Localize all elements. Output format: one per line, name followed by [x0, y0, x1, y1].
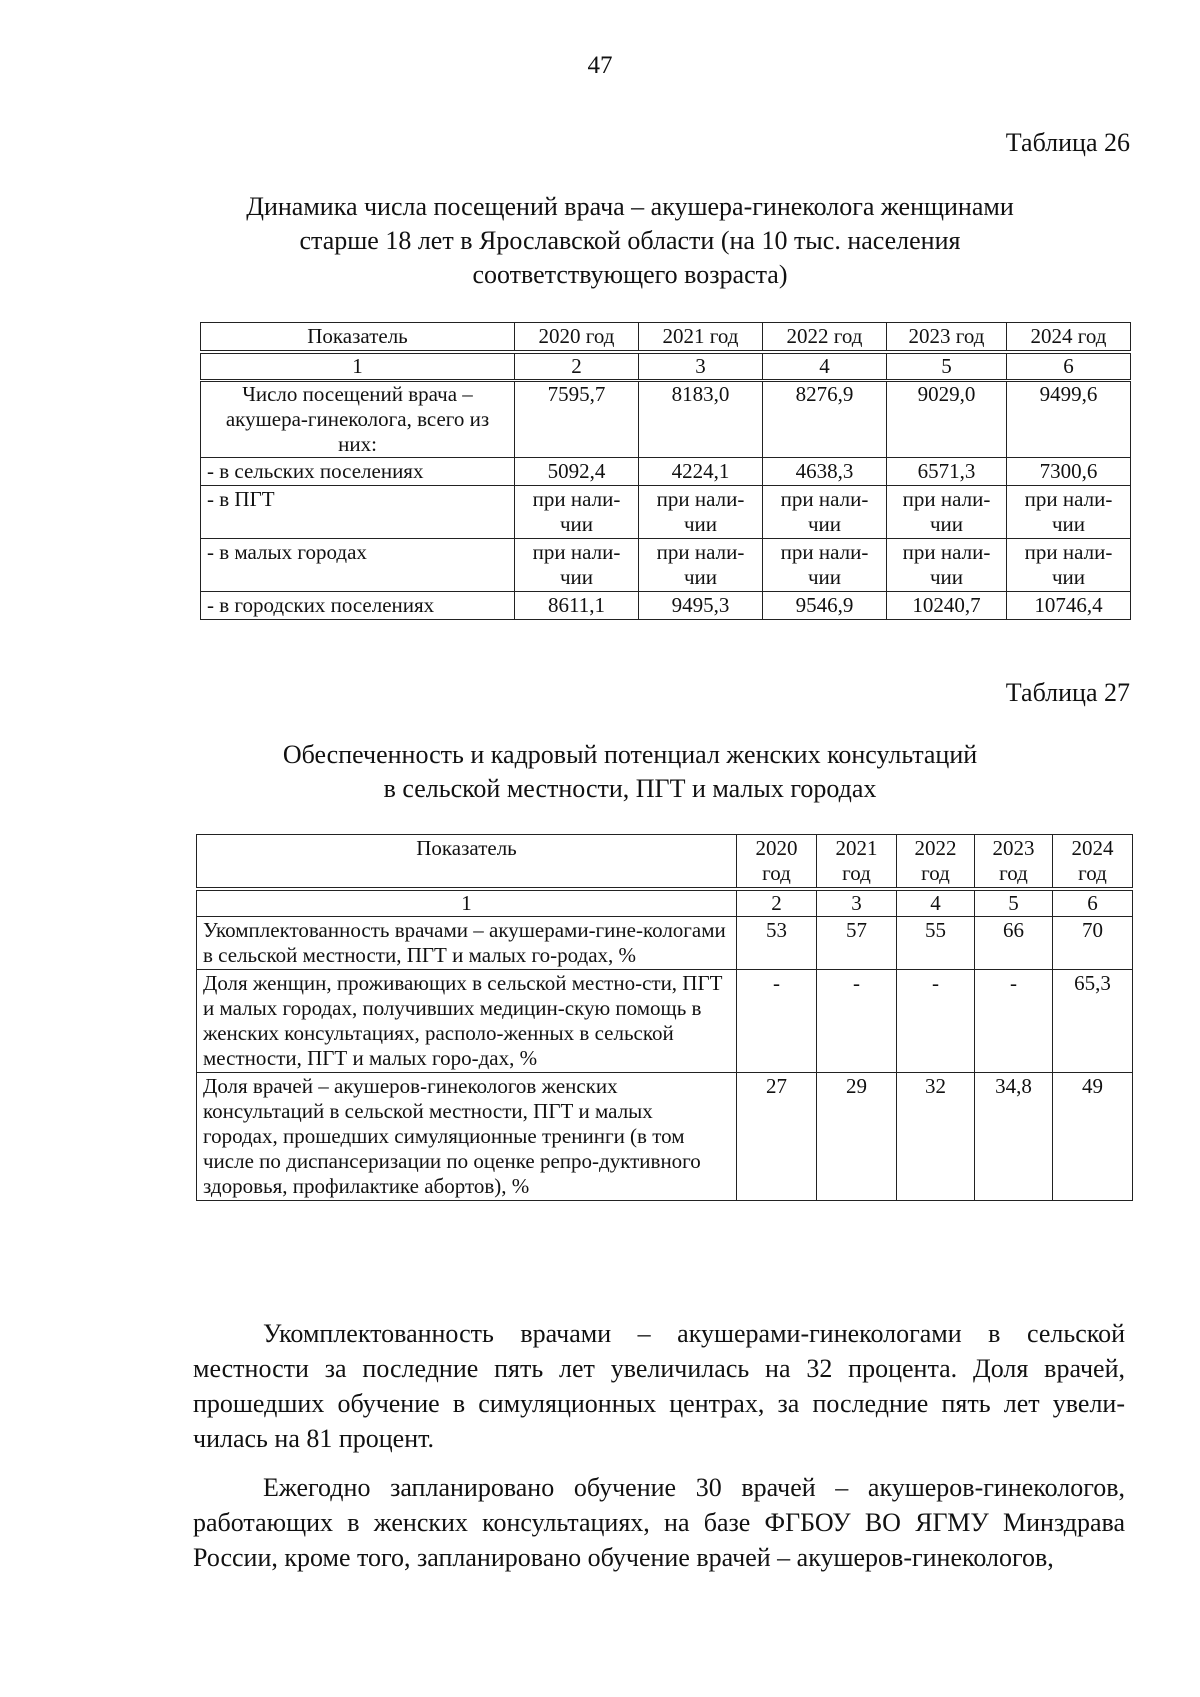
index-cell: 5 — [975, 889, 1053, 917]
table-26 — [200, 322, 1131, 620]
value-cell: 8611,1 — [515, 592, 639, 620]
table-27-caption — [130, 738, 1130, 806]
table-row — [197, 1073, 1133, 1201]
row-label: Доля врачей – акушеров-гинекологов женских консультаций в сельской местности, ПГТ и малых городах, прошедших симуляционные тренинги (в том числе по диспансеризации по оценке репро-дуктивного здоровья, профилактике абортов), % — [197, 1073, 737, 1201]
value-cell: 34,8 — [975, 1073, 1053, 1201]
value-cell: при нали-чии — [1007, 486, 1131, 539]
table-26-caption — [130, 190, 1130, 292]
index-cell: 3 — [817, 889, 897, 917]
table-26-label: Таблица 26 — [1005, 128, 1130, 157]
table-row — [201, 539, 1131, 592]
header-cell: 2024 год — [1007, 323, 1131, 353]
header-row — [197, 835, 1133, 890]
value-cell: 29 — [817, 1073, 897, 1201]
table-row — [197, 917, 1133, 970]
index-cell: 3 — [639, 352, 763, 381]
value-cell: - — [817, 970, 897, 1073]
index-row — [197, 889, 1133, 917]
value-cell: 8276,9 — [763, 381, 887, 458]
value-cell: 53 — [737, 917, 817, 970]
page-number: 47 — [587, 52, 613, 79]
index-cell: 2 — [515, 352, 639, 381]
value-cell: при нали-чии — [639, 539, 763, 592]
header-cell: 2020 год — [515, 323, 639, 353]
header-cell: 2022 год — [897, 835, 975, 890]
value-cell: при нали-чии — [639, 486, 763, 539]
index-cell: 6 — [1007, 352, 1131, 381]
value-cell: - — [975, 970, 1053, 1073]
header-cell: 2020 год — [737, 835, 817, 890]
table-row — [201, 458, 1131, 486]
value-cell: при нали-чии — [887, 486, 1007, 539]
index-cell: 4 — [763, 352, 887, 381]
value-cell: 55 — [897, 917, 975, 970]
table-27 — [196, 834, 1133, 1201]
header-cell: 2024 год — [1053, 835, 1133, 890]
table-27-label: Таблица 27 — [1005, 678, 1130, 707]
value-cell: 7300,6 — [1007, 458, 1131, 486]
header-cell: Показатель — [201, 323, 515, 353]
index-cell: 2 — [737, 889, 817, 917]
value-cell: 5092,4 — [515, 458, 639, 486]
index-cell: 5 — [887, 352, 1007, 381]
index-cell: 1 — [197, 889, 737, 917]
value-cell: 32 — [897, 1073, 975, 1201]
header-row — [201, 323, 1131, 353]
value-cell: при нали-чии — [887, 539, 1007, 592]
header-cell: 2022 год — [763, 323, 887, 353]
header-cell: 2023 год — [887, 323, 1007, 353]
caption-line: соответствующего возраста) — [472, 260, 788, 289]
value-cell: 10240,7 — [887, 592, 1007, 620]
value-cell: 8183,0 — [639, 381, 763, 458]
index-cell: 4 — [897, 889, 975, 917]
caption-line: Динамика числа посещений врача – акушера-гинеколога женщинами — [246, 192, 1014, 221]
value-cell: 7595,7 — [515, 381, 639, 458]
value-cell: 4224,1 — [639, 458, 763, 486]
header-cell: 2023 год — [975, 835, 1053, 890]
caption-line: Обеспеченность и кадровый потенциал женских консультаций — [282, 740, 978, 769]
header-cell: 2021 год — [817, 835, 897, 890]
row-label: - в городских поселениях — [201, 592, 515, 620]
table-row — [201, 486, 1131, 539]
value-cell: 66 — [975, 917, 1053, 970]
table-row — [197, 970, 1133, 1073]
value-cell: - — [897, 970, 975, 1073]
value-cell: 10746,4 — [1007, 592, 1131, 620]
value-cell: при нали-чии — [763, 486, 887, 539]
value-cell: - — [737, 970, 817, 1073]
value-cell: при нали-чии — [515, 539, 639, 592]
value-cell: 9499,6 — [1007, 381, 1131, 458]
row-label: - в малых городах — [201, 539, 515, 592]
value-cell: при нали-чии — [515, 486, 639, 539]
value-cell: 57 — [817, 917, 897, 970]
row-label: - в ПГТ — [201, 486, 515, 539]
value-cell: 49 — [1053, 1073, 1133, 1201]
value-cell: 4638,3 — [763, 458, 887, 486]
value-cell: при нали-чии — [1007, 539, 1131, 592]
value-cell: 9495,3 — [639, 592, 763, 620]
value-cell: 70 — [1053, 917, 1133, 970]
index-cell: 6 — [1053, 889, 1133, 917]
value-cell: 9546,9 — [763, 592, 887, 620]
row-label: Доля женщин, проживающих в сельской местно-сти, ПГТ и малых городах, получивших медицин-скую помощь в женских консультациях, располо-женных в сельской местности, ПГТ и малых горо-дах, % — [197, 970, 737, 1073]
header-cell: Показатель — [197, 835, 737, 890]
value-cell: 9029,0 — [887, 381, 1007, 458]
table-row — [201, 381, 1131, 458]
body-paragraph: Ежегодно запланировано обучение 30 врачей – акушеров-гинекологов, работающих в женских консультациях, на базе ФГБОУ ВО ЯГМУ Минздрава России, кроме того, запланировано обучение врачей – акушеров-гинекологов, — [193, 1473, 1125, 1572]
header-cell: 2021 год — [639, 323, 763, 353]
body-paragraph: Укомплектованность врачами – акушерами-гинекологами в сельской местности за последние пять лет увеличилась на 32 процента. Доля врачей, прошедших обучение в симуляционных центрах, за последние пять лет увели-чилась на 81 процент. — [193, 1319, 1125, 1453]
row-label: Укомплектованность врачами – акушерами-гине-кологами в сельской местности, ПГТ и малых го-родах, % — [197, 917, 737, 970]
caption-line: старше 18 лет в Ярославской области (на 10 тыс. населения — [299, 226, 961, 255]
value-cell: 27 — [737, 1073, 817, 1201]
table-row — [201, 592, 1131, 620]
caption-line: в сельской местности, ПГТ и малых городах — [383, 774, 877, 803]
row-label: Число посещений врача – акушера-гинеколога, всего из них: — [201, 381, 515, 458]
value-cell: при нали-чии — [763, 539, 887, 592]
value-cell: 65,3 — [1053, 970, 1133, 1073]
index-cell: 1 — [201, 352, 515, 381]
index-row — [201, 352, 1131, 381]
value-cell: 6571,3 — [887, 458, 1007, 486]
row-label: - в сельских поселениях — [201, 458, 515, 486]
